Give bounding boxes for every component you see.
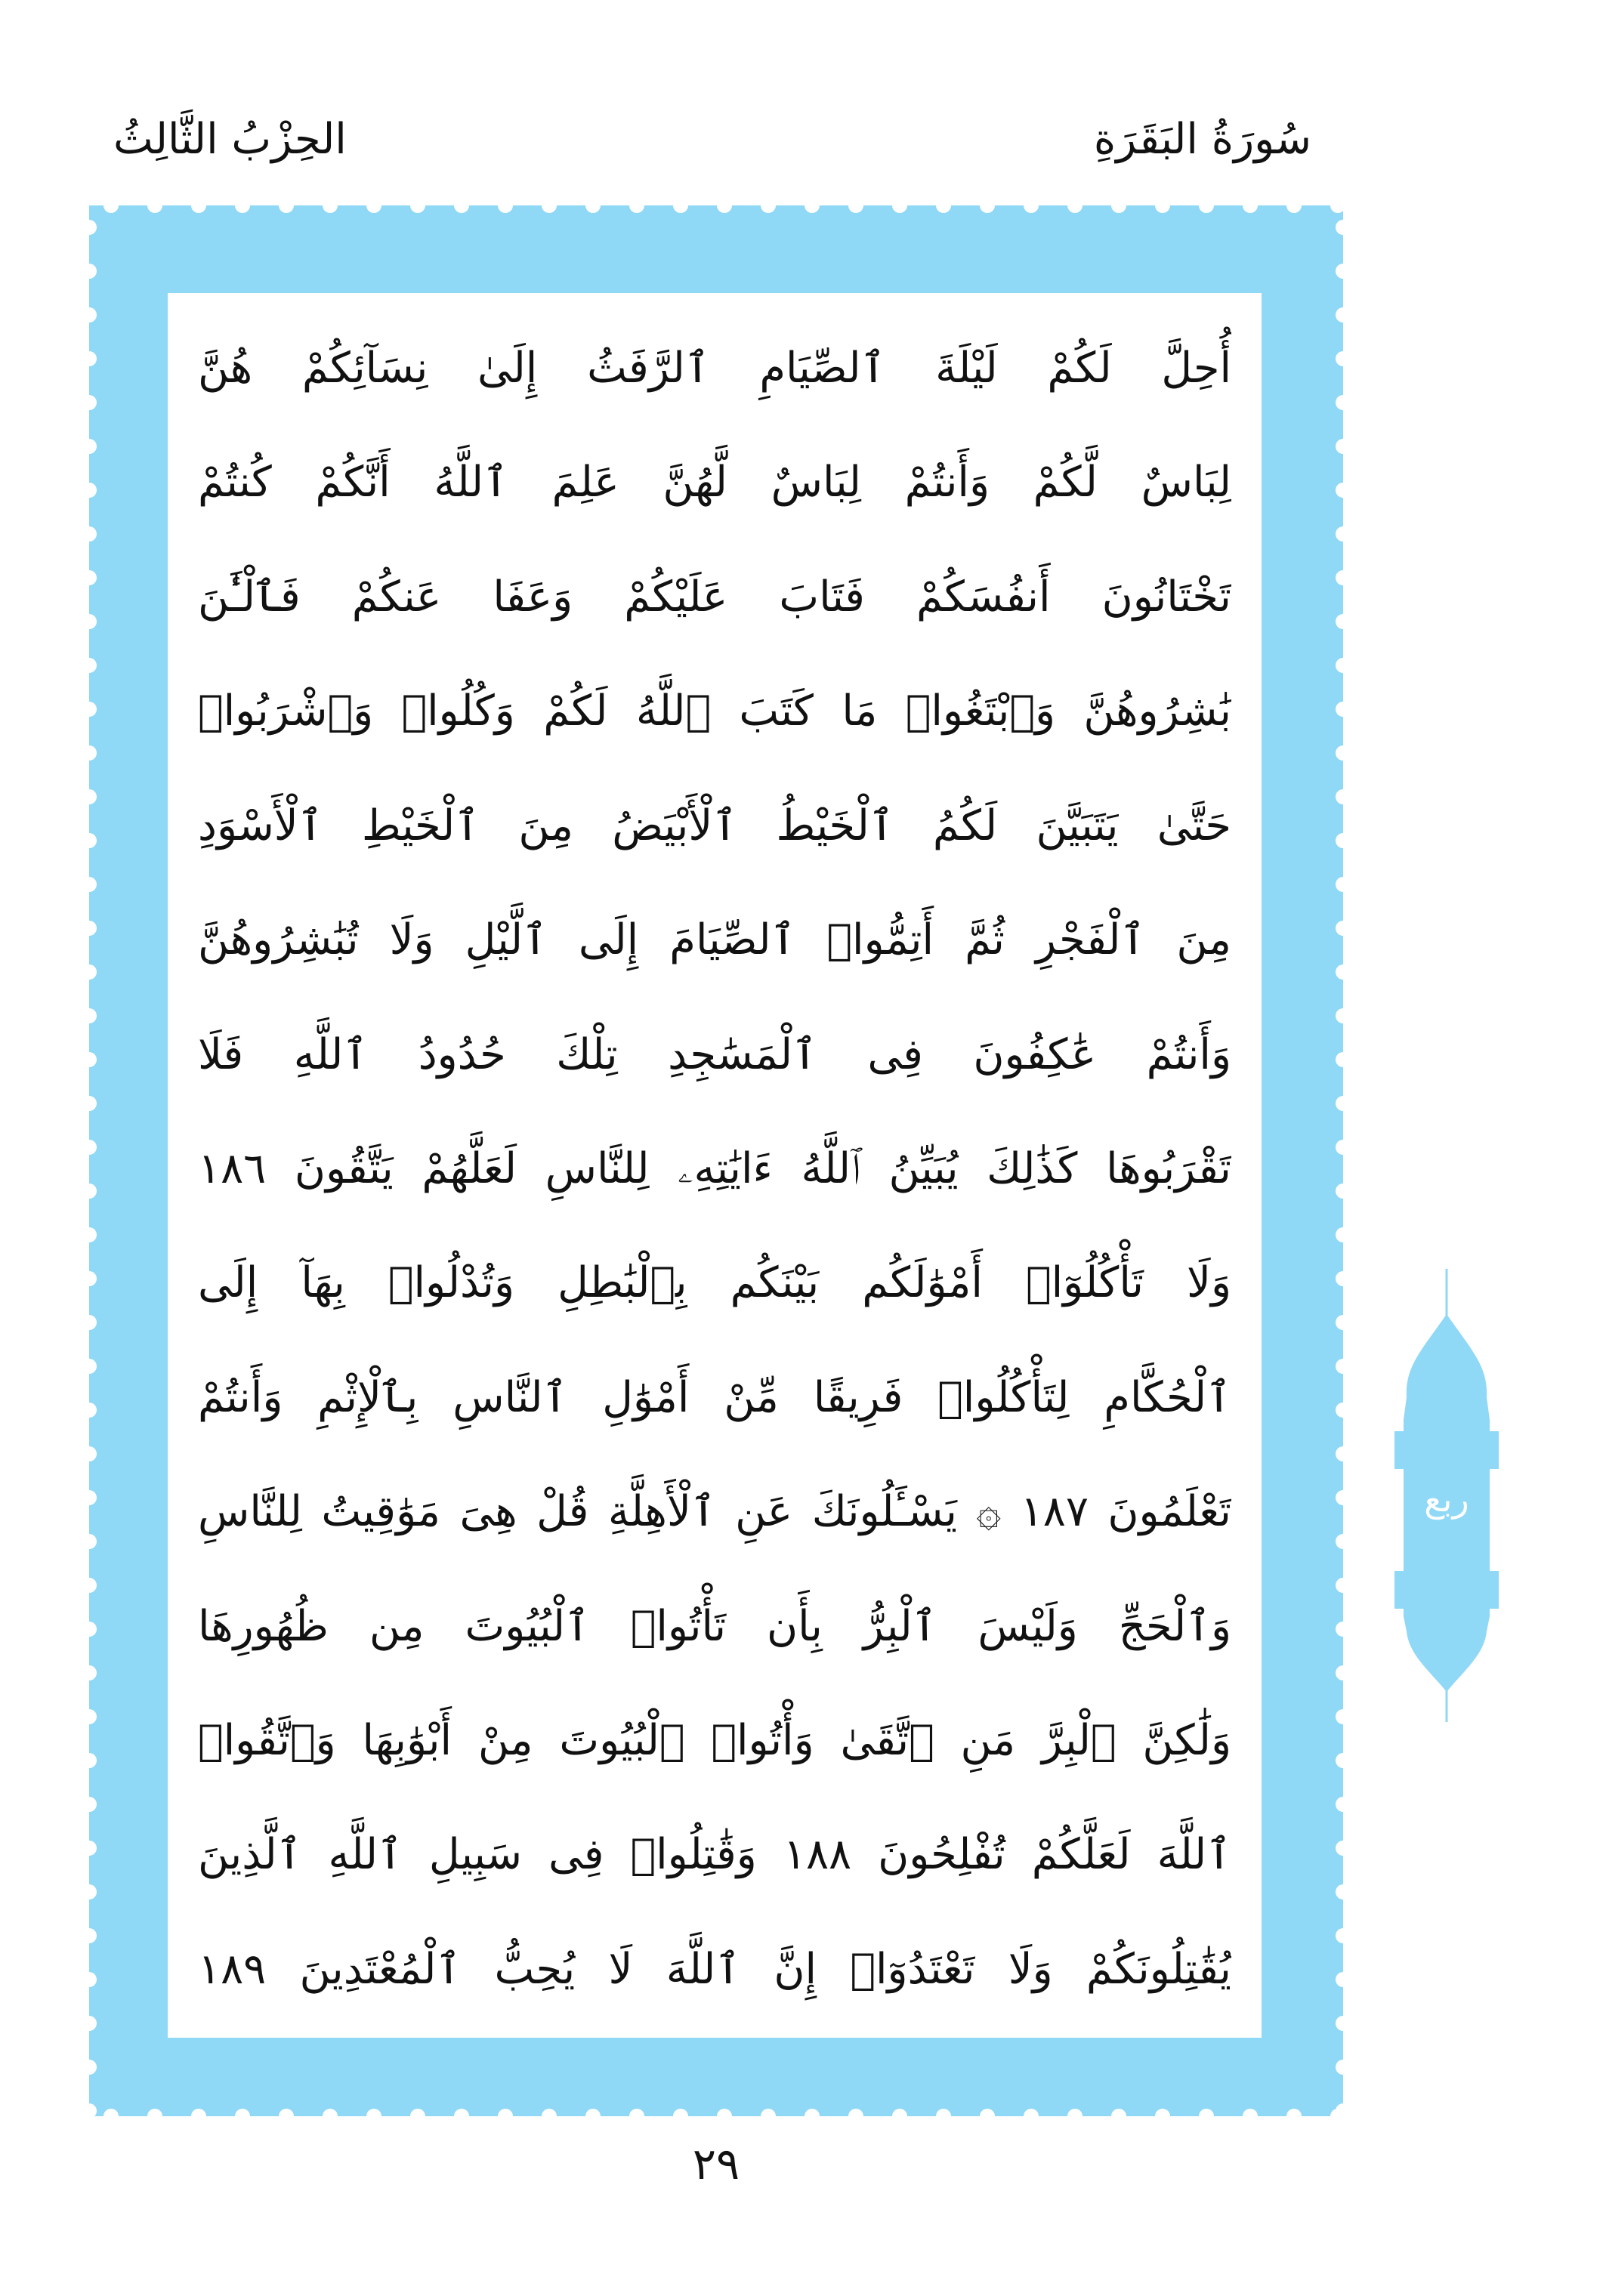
verse-line: وَٱلْحَجِّ وَلَيْسَ ٱلْبِرُّ بِأَن تَأْتُوا۟ ٱلْبُيُوتَ مِن ظُهُورِهَا	[198, 1601, 1231, 1651]
verse-line: تَخْتَانُونَ أَنفُسَكُمْ فَتَابَ عَلَيْكُمْ وَعَفَا عَنكُمْ فَٱلْـَٰٔنَ	[198, 572, 1231, 622]
text-panel	[168, 293, 1262, 2038]
hizb-header: الحِزْبُ الثَّالِثُ	[113, 115, 347, 164]
verse-line: ٱلْحُكَّامِ لِتَأْكُلُوا۟ فَرِيقًا مِّنْ أَمْوَٰلِ ٱلنَّاسِ بِٱلْإِثْمِ وَأَنتُمْ	[198, 1372, 1231, 1422]
verse-line: وَأَنتُمْ عَٰكِفُونَ فِى ٱلْمَسَٰجِدِ تِلْكَ حُدُودُ ٱللَّهِ فَلَا	[198, 1029, 1231, 1079]
surah-name-header: سُورَةُ البَقَرَةِ	[1093, 115, 1311, 164]
verse-line: حَتَّىٰ يَتَبَيَّنَ لَكُمُ ٱلْخَيْطُ ٱلْأَبْيَضُ مِنَ ٱلْخَيْطِ ٱلْأَسْوَدِ	[198, 801, 1231, 850]
page-number: ٢٩	[692, 2138, 740, 2190]
verse-line: تَعْلَمُونَ ١٨٧ ۞ يَسْـَٔلُونَكَ عَنِ ٱلْأَهِلَّةِ قُلْ هِىَ مَوَٰقِيتُ لِلنَّاسِ	[198, 1487, 1231, 1537]
verse-line: مِنَ ٱلْفَجْرِ ثُمَّ أَتِمُّوا۟ ٱلصِّيَامَ إِلَى ٱلَّيْلِ وَلَا تُبَٰشِرُوهُنَّ	[198, 915, 1231, 965]
verse-line: وَلَٰكِنَّ ٱلْبِرَّ مَنِ ٱتَّقَىٰ وَأْتُوا۟ ٱلْبُيُوتَ مِنْ أَبْوَٰبِهَا وَٱتَّقُوا۟	[198, 1716, 1231, 1766]
verse-line: ٱللَّهَ لَعَلَّكُمْ تُفْلِحُونَ ١٨٨ وَقَٰتِلُوا۟ فِى سَبِيلِ ٱللَّهِ ٱلَّذِينَ	[198, 1830, 1231, 1880]
verse-line: لِبَاسٌ لَّكُمْ وَأَنتُمْ لِبَاسٌ لَّهُنَّ عَلِمَ ٱللَّهُ أَنَّكُمْ كُنتُمْ	[198, 458, 1231, 508]
verse-line: تَقْرَبُوهَا كَذَٰلِكَ يُبَيِّنُ ٱللَّهُ ءَايَٰتِهِۦ لِلنَّاسِ لَعَلَّهُمْ يَتَّقُونَ ١٨٦	[198, 1143, 1231, 1193]
verse-line: أُحِلَّ لَكُمْ لَيْلَةَ ٱلصِّيَامِ ٱلرَّفَثُ إِلَىٰ نِسَآئِكُمْ هُنَّ	[198, 344, 1231, 393]
verse-line: بَٰشِرُوهُنَّ وَٱبْتَغُوا۟ مَا كَتَبَ ٱللَّهُ لَكُمْ وَكُلُوا۟ وَٱشْرَبُوا۟	[198, 687, 1231, 736]
verse-line: يُقَٰتِلُونَكُمْ وَلَا تَعْتَدُوٓا۟ إِنَّ ٱللَّهَ لَا يُحِبُّ ٱلْمُعْتَدِينَ ١٨٩	[198, 1944, 1231, 1994]
verse-line: وَلَا تَأْكُلُوٓا۟ أَمْوَٰلَكُم بَيْنَكُم بِٱلْبَٰطِلِ وَتُدْلُوا۟ بِهَآ إِلَى	[198, 1258, 1231, 1308]
rub-label: ربع	[1424, 1479, 1469, 1520]
verse-lines	[198, 323, 1231, 2015]
